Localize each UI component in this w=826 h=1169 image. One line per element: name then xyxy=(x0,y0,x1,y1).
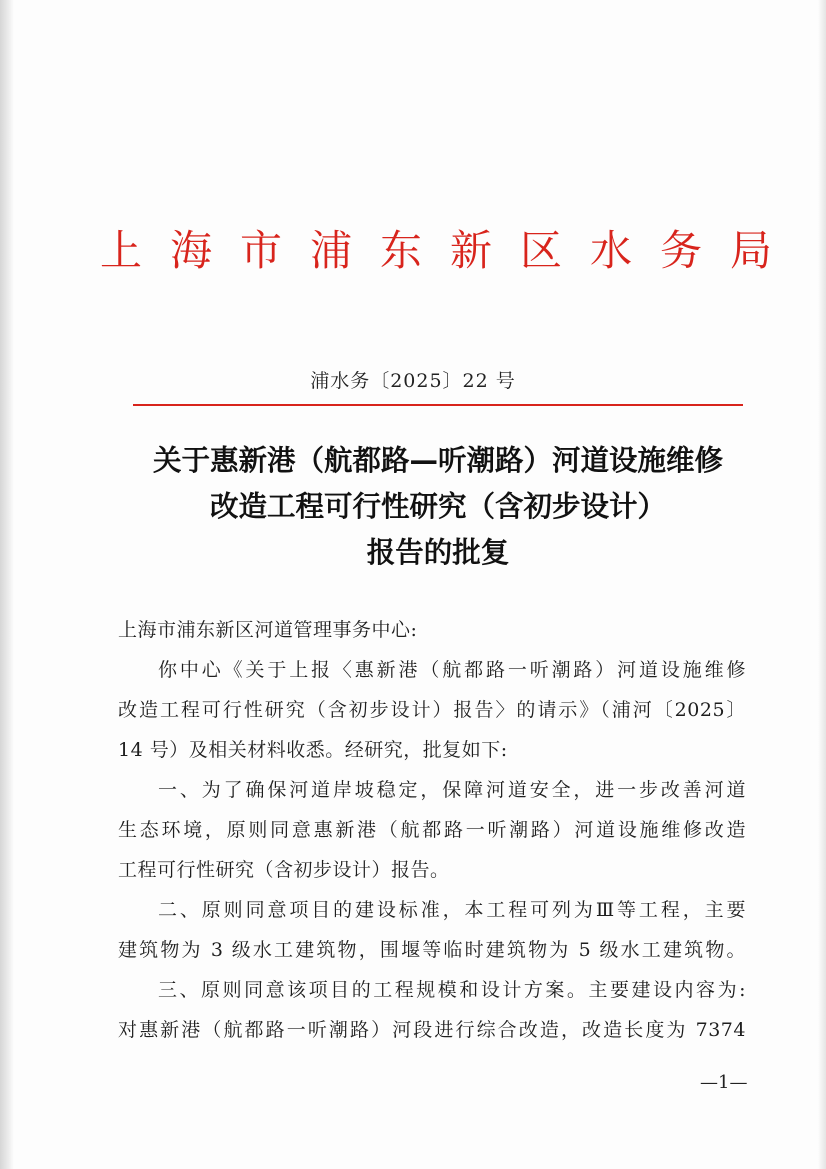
title-line-1: 关于惠新港（航都路—听潮路）河道设施维修 xyxy=(152,444,723,477)
paragraph-2-line-3: 工程可行性研究（含初步设计）报告。 xyxy=(118,859,450,881)
paragraph-3-line-1: 二、原则同意项目的建设标准，本工程可列为Ⅲ等工程，主要 xyxy=(158,899,746,921)
scan-edge-left xyxy=(0,0,14,1169)
document-number: 浦水务〔2025〕22 号 xyxy=(310,370,516,392)
paragraph-4-line-1: 三、原则同意该项目的工程规模和设计方案。主要建设内容为: xyxy=(158,979,746,1001)
page-number: —1— xyxy=(700,1072,748,1093)
paragraph-4-line-2: 对惠新港（航都路一听潮路）河段进行综合改造，改造长度为 7374 xyxy=(118,1019,746,1041)
document-title xyxy=(100,438,776,576)
paragraph-2-line-2: 生态环境，原则同意惠新港（航都路一听潮路）河道设施维修改造 xyxy=(118,819,746,841)
title-line-3: 报告的批复 xyxy=(366,536,510,569)
document-body xyxy=(118,610,746,1050)
paragraph-3-line-2: 建筑物为 3 级水工建筑物，围堰等临时建筑物为 5 级水工建筑物。 xyxy=(118,939,746,961)
paragraph-1-line-3: 14 号）及相关材料收悉。经研究，批复如下: xyxy=(118,739,508,761)
paragraph-1-line-1: 你中心《关于上报〈惠新港（航都路一听潮路）河道设施维修 xyxy=(158,659,746,681)
title-line-2: 改造工程可行性研究（含初步设计） xyxy=(209,490,666,523)
scan-edge-right xyxy=(818,0,826,1169)
paragraph-2-line-1: 一、为了确保河道岸坡稳定，保障河道安全，进一步改善河道 xyxy=(158,779,746,801)
paragraph-1-line-2: 改造工程可行性研究（含初步设计）报告〉的请示》（浦河〔2025〕 xyxy=(118,699,746,721)
red-separator-line xyxy=(133,404,743,406)
addressee: 上海市浦东新区河道管理事务中心: xyxy=(118,619,418,641)
issuing-agency-header: 上海市浦东新区水务局 xyxy=(100,226,801,275)
